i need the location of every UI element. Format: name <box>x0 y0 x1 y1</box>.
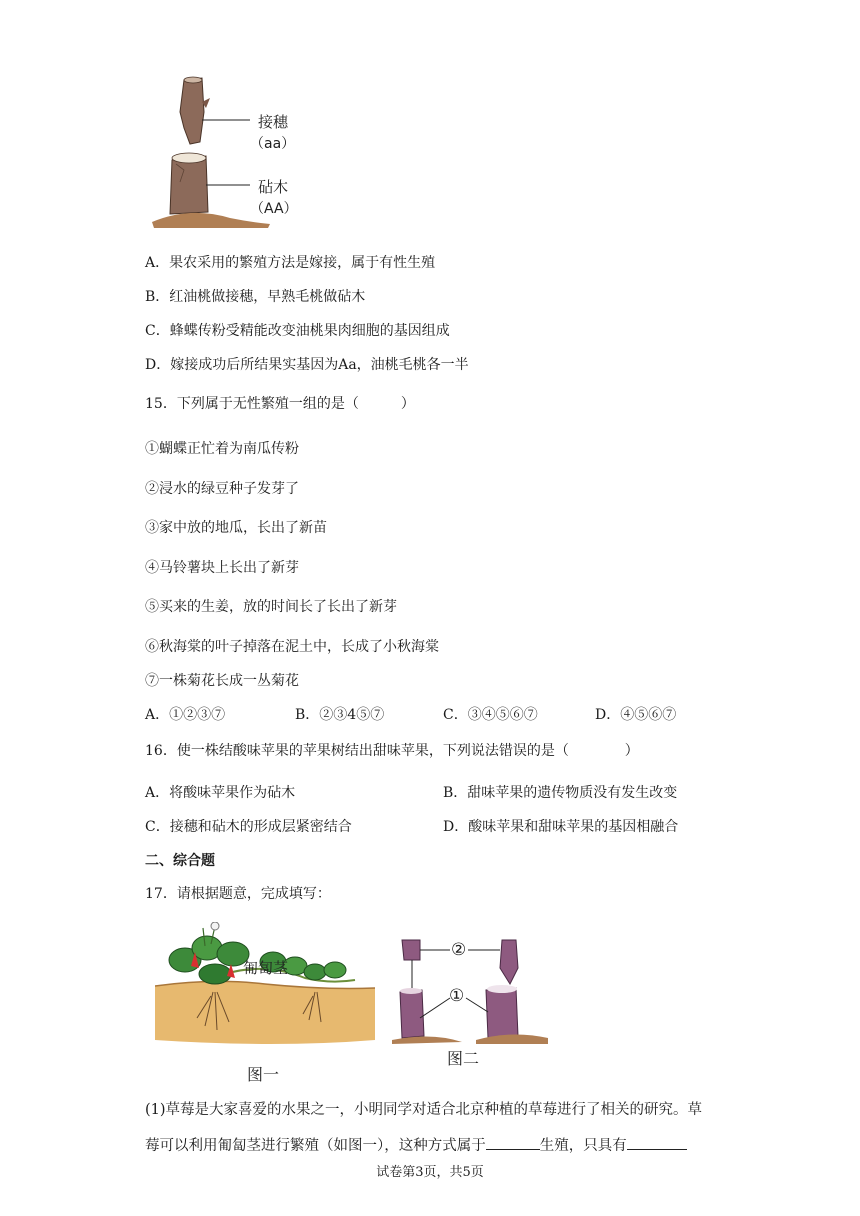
scion-label: 接穗 <box>258 113 289 131</box>
stolon-label: 匍匐茎 <box>243 959 289 977</box>
q15-item-6: ⑥秋海棠的叶子掉落在泥土中，长成了小秋海棠 <box>145 639 439 655</box>
answer-blank-1[interactable] <box>486 1135 540 1150</box>
q15-stem: 15．下列属于无性繁殖一组的是（ ） <box>145 396 415 412</box>
q14-option-a: A．果农采用的繁殖方法是嫁接，属于有性生殖 <box>145 255 436 271</box>
scion-genotype: （aa） <box>250 136 296 152</box>
q14-option-d: D．嫁接成功后所结果实基因为Aa，油桃毛桃各一半 <box>145 357 469 373</box>
answer-blank-2[interactable] <box>627 1135 687 1150</box>
stock-label: 砧木 <box>258 178 289 196</box>
q16-option-a: A．将酸味苹果作为砧木 <box>145 785 296 801</box>
q16-option-c: C．接穗和砧木的形成层紧密结合 <box>145 819 352 835</box>
q14-option-c: C．蜂蝶传粉受精能改变油桃果肉细胞的基因组成 <box>145 323 450 339</box>
stock-genotype: （AA） <box>250 201 298 217</box>
section-heading: 二、综合题 <box>145 853 215 869</box>
q15-option-c: C．③④⑤⑥⑦ <box>443 707 538 723</box>
q16-option-b: B．甜味苹果的遗传物质没有发生改变 <box>443 785 678 801</box>
q15-item-2: ②浸水的绿豆种子发芽了 <box>145 481 299 497</box>
q15-option-a: A．①②③⑦ <box>145 707 226 723</box>
q15-item-7: ⑦一株菊花长成一丛菊花 <box>145 673 299 689</box>
strawberry-illustration <box>155 922 375 1062</box>
q15-option-b: B．②③4⑤⑦ <box>295 707 385 723</box>
figure-1-caption: 图一 <box>247 1065 280 1084</box>
q16-option-d: D．酸味苹果和甜味苹果的基因相融合 <box>443 819 679 835</box>
graft-parts-figure <box>392 938 552 1048</box>
q16-stem: 16．使一株结酸味苹果的苹果树结出甜味苹果，下列说法错误的是（ ） <box>145 743 639 759</box>
figure-2-label-2: ② <box>451 940 467 960</box>
q15-item-4: ④马铃薯块上长出了新芽 <box>145 560 299 576</box>
q14-option-b: B．红油桃做接穗，早熟毛桃做砧木 <box>145 289 366 305</box>
graft-parts-illustration <box>392 938 552 1048</box>
q15-option-d: D．④⑤⑥⑦ <box>595 707 677 723</box>
figure-2-caption: 图二 <box>447 1049 480 1068</box>
q17-part1-line1: (1)草莓是大家喜爱的水果之一，小明同学对适合北京种植的草莓进行了相关的研究。草 <box>145 1102 703 1118</box>
q17-stem: 17．请根据题意，完成填写： <box>145 886 331 902</box>
q15-item-1: ①蝴蝶正忙着为南瓜传粉 <box>145 441 299 457</box>
q17-part1-text-b: 生殖，只具有 <box>539 1138 627 1154</box>
strawberry-figure <box>155 922 375 1062</box>
q15-item-3: ③家中放的地瓜，长出了新苗 <box>145 520 327 536</box>
q17-part1-line2 <box>145 1135 687 1156</box>
q17-part1-text-a: 莓可以利用匍匐茎进行繁殖（如图一），这种方式属于 <box>145 1138 486 1154</box>
q15-item-5: ⑤买来的生姜，放的时间长了长出了新芽 <box>145 599 397 615</box>
figure-2-label-1: ① <box>449 986 465 1006</box>
page-footer: 试卷第3页，共5页 <box>376 1165 484 1180</box>
